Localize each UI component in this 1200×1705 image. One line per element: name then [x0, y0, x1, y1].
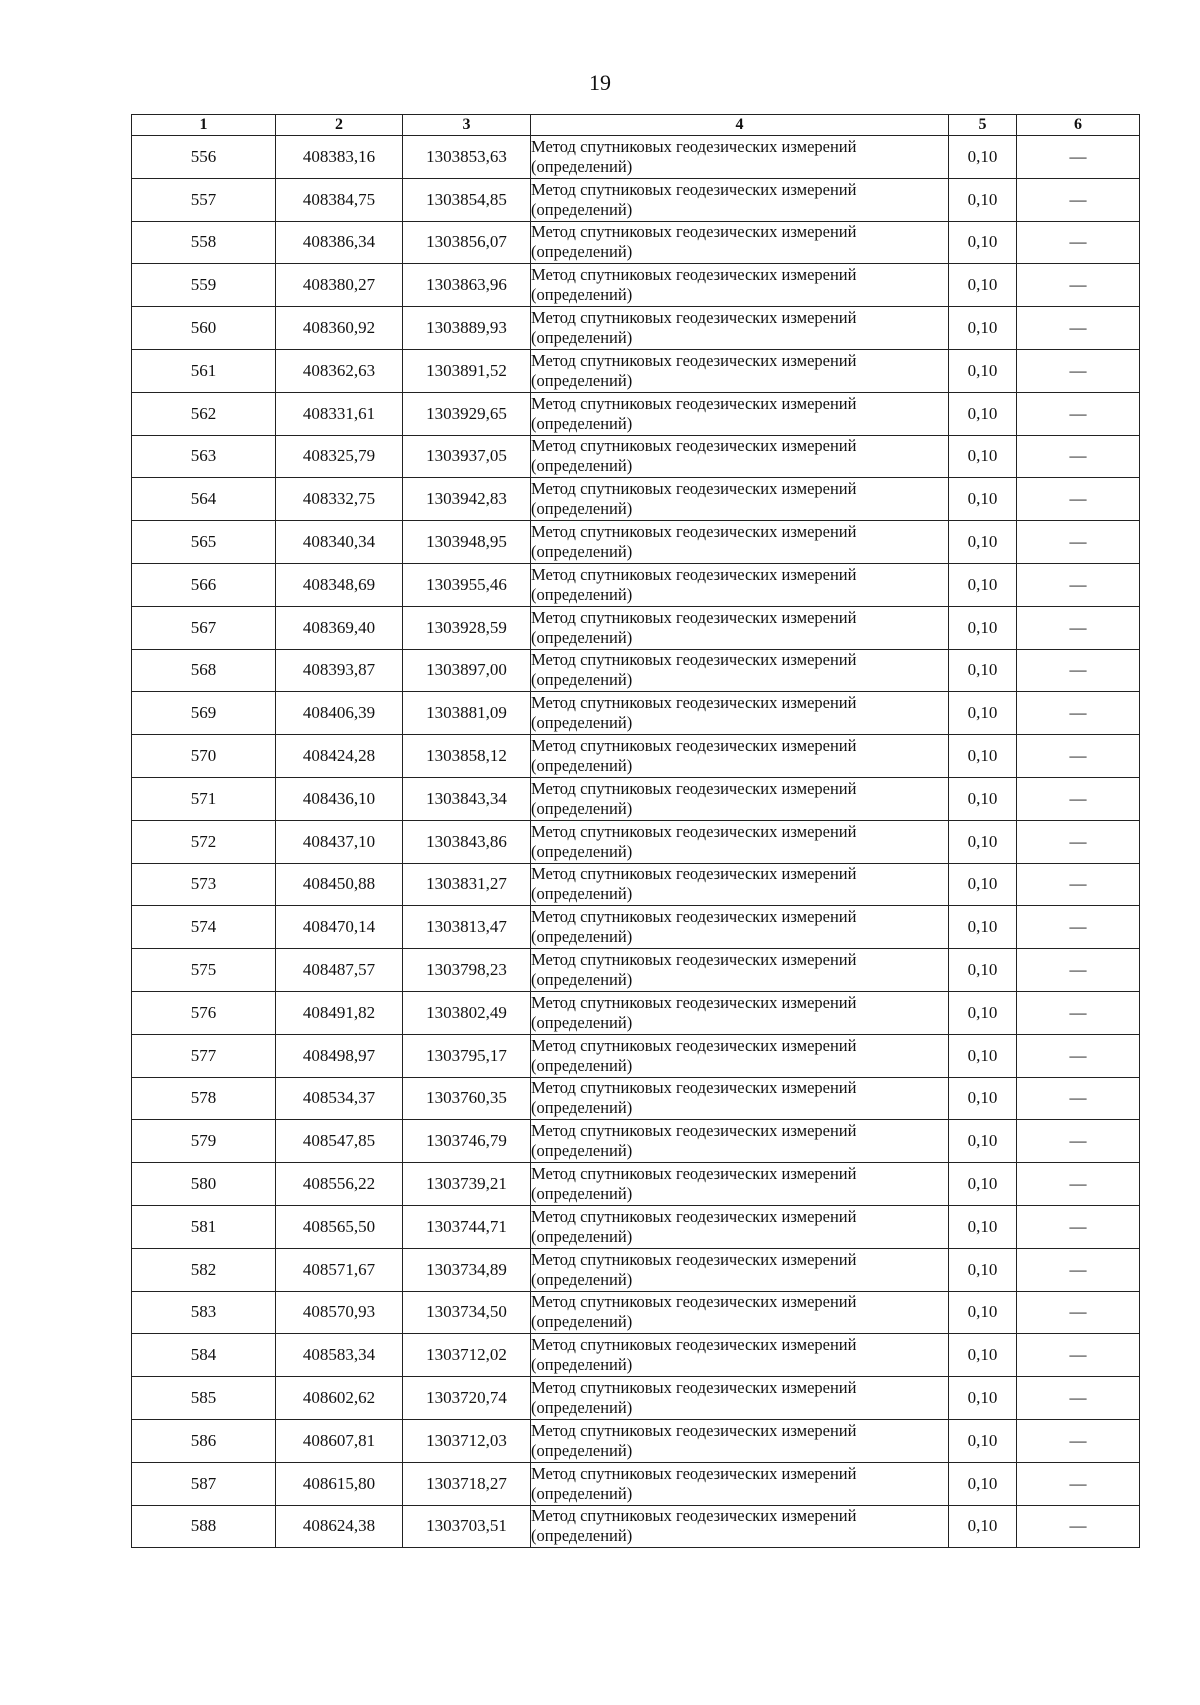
table-row [132, 178, 1140, 221]
accuracy-cell: 0,10 [949, 735, 1017, 778]
method-cell: Метод спутниковых геодезических измерений (определений) [531, 136, 949, 179]
accuracy-cell: 0,10 [949, 1419, 1017, 1462]
header-row [132, 115, 1140, 136]
table-row [132, 1505, 1140, 1548]
point-number-cell: 573 [132, 863, 276, 906]
note-cell: — [1017, 136, 1140, 179]
method-cell: Метод спутниковых геодезических измерений (определений) [531, 1377, 949, 1420]
table-row [132, 1163, 1140, 1206]
note-cell: — [1017, 820, 1140, 863]
accuracy-cell: 0,10 [949, 991, 1017, 1034]
method-cell: Метод спутниковых геодезических измерений (определений) [531, 1205, 949, 1248]
point-number-cell: 580 [132, 1163, 276, 1206]
method-cell: Метод спутниковых геодезических измерений (определений) [531, 1505, 949, 1548]
accuracy-cell: 0,10 [949, 349, 1017, 392]
note-cell: — [1017, 1163, 1140, 1206]
note-cell: — [1017, 1462, 1140, 1505]
point-number-cell: 575 [132, 949, 276, 992]
y-coordinate-cell: 1303712,02 [403, 1334, 531, 1377]
method-cell: Метод спутниковых геодезических измерений (определений) [531, 1419, 949, 1462]
point-number-cell: 576 [132, 991, 276, 1034]
accuracy-cell: 0,10 [949, 178, 1017, 221]
y-coordinate-cell: 1303744,71 [403, 1205, 531, 1248]
x-coordinate-cell: 408362,63 [276, 349, 403, 392]
method-cell: Метод спутниковых геодезических измерений (определений) [531, 820, 949, 863]
y-coordinate-cell: 1303863,96 [403, 264, 531, 307]
x-coordinate-cell: 408393,87 [276, 649, 403, 692]
table-row [132, 349, 1140, 392]
header-col-4: 4 [531, 115, 949, 136]
table-row [132, 1120, 1140, 1163]
table-row [132, 649, 1140, 692]
method-cell: Метод спутниковых геодезических измерений (определений) [531, 563, 949, 606]
y-coordinate-cell: 1303854,85 [403, 178, 531, 221]
point-number-cell: 564 [132, 478, 276, 521]
method-cell: Метод спутниковых геодезических измерений (определений) [531, 349, 949, 392]
table-row [132, 435, 1140, 478]
header-col-1: 1 [132, 115, 276, 136]
note-cell: — [1017, 692, 1140, 735]
header-col-2: 2 [276, 115, 403, 136]
accuracy-cell: 0,10 [949, 1120, 1017, 1163]
note-cell: — [1017, 1505, 1140, 1548]
y-coordinate-cell: 1303720,74 [403, 1377, 531, 1420]
table-row [132, 906, 1140, 949]
accuracy-cell: 0,10 [949, 264, 1017, 307]
point-number-cell: 566 [132, 563, 276, 606]
note-cell: — [1017, 1205, 1140, 1248]
method-cell: Метод спутниковых геодезических измерений (определений) [531, 1334, 949, 1377]
point-number-cell: 565 [132, 521, 276, 564]
table-row [132, 563, 1140, 606]
method-cell: Метод спутниковых геодезических измерений (определений) [531, 606, 949, 649]
note-cell: — [1017, 906, 1140, 949]
y-coordinate-cell: 1303831,27 [403, 863, 531, 906]
table-row [132, 136, 1140, 179]
x-coordinate-cell: 408602,62 [276, 1377, 403, 1420]
note-cell: — [1017, 221, 1140, 264]
page-number: 19 [589, 70, 611, 95]
y-coordinate-cell: 1303891,52 [403, 349, 531, 392]
note-cell: — [1017, 563, 1140, 606]
table-header [132, 115, 1140, 136]
accuracy-cell: 0,10 [949, 1291, 1017, 1334]
table-row [132, 820, 1140, 863]
accuracy-cell: 0,10 [949, 777, 1017, 820]
note-cell: — [1017, 1291, 1140, 1334]
x-coordinate-cell: 408424,28 [276, 735, 403, 778]
table-row [132, 1248, 1140, 1291]
table-row [132, 307, 1140, 350]
point-number-cell: 578 [132, 1077, 276, 1120]
x-coordinate-cell: 408380,27 [276, 264, 403, 307]
note-cell: — [1017, 1120, 1140, 1163]
table-row [132, 735, 1140, 778]
x-coordinate-cell: 408570,93 [276, 1291, 403, 1334]
accuracy-cell: 0,10 [949, 1377, 1017, 1420]
y-coordinate-cell: 1303802,49 [403, 991, 531, 1034]
method-cell: Метод спутниковых геодезических измерений (определений) [531, 521, 949, 564]
note-cell: — [1017, 777, 1140, 820]
x-coordinate-cell: 408386,34 [276, 221, 403, 264]
note-cell: — [1017, 949, 1140, 992]
accuracy-cell: 0,10 [949, 392, 1017, 435]
table-row [132, 1377, 1140, 1420]
point-number-cell: 570 [132, 735, 276, 778]
accuracy-cell: 0,10 [949, 1163, 1017, 1206]
accuracy-cell: 0,10 [949, 435, 1017, 478]
accuracy-cell: 0,10 [949, 1034, 1017, 1077]
accuracy-cell: 0,10 [949, 820, 1017, 863]
x-coordinate-cell: 408547,85 [276, 1120, 403, 1163]
x-coordinate-cell: 408360,92 [276, 307, 403, 350]
accuracy-cell: 0,10 [949, 478, 1017, 521]
x-coordinate-cell: 408556,22 [276, 1163, 403, 1206]
note-cell: — [1017, 606, 1140, 649]
x-coordinate-cell: 408487,57 [276, 949, 403, 992]
y-coordinate-cell: 1303856,07 [403, 221, 531, 264]
accuracy-cell: 0,10 [949, 606, 1017, 649]
point-number-cell: 561 [132, 349, 276, 392]
note-cell: — [1017, 264, 1140, 307]
x-coordinate-cell: 408331,61 [276, 392, 403, 435]
method-cell: Метод спутниковых геодезических измерений (определений) [531, 1034, 949, 1077]
point-number-cell: 571 [132, 777, 276, 820]
coordinates-table [131, 114, 1140, 1548]
method-cell: Метод спутниковых геодезических измерений (определений) [531, 1163, 949, 1206]
table-row [132, 1077, 1140, 1120]
note-cell: — [1017, 1248, 1140, 1291]
method-cell: Метод спутниковых геодезических измерений (определений) [531, 777, 949, 820]
y-coordinate-cell: 1303795,17 [403, 1034, 531, 1077]
method-cell: Метод спутниковых геодезических измерений (определений) [531, 1248, 949, 1291]
x-coordinate-cell: 408406,39 [276, 692, 403, 735]
y-coordinate-cell: 1303746,79 [403, 1120, 531, 1163]
point-number-cell: 582 [132, 1248, 276, 1291]
method-cell: Метод спутниковых геодезических измерений (определений) [531, 991, 949, 1034]
point-number-cell: 567 [132, 606, 276, 649]
x-coordinate-cell: 408384,75 [276, 178, 403, 221]
method-cell: Метод спутниковых геодезических измерений (определений) [531, 692, 949, 735]
x-coordinate-cell: 408383,16 [276, 136, 403, 179]
note-cell: — [1017, 1077, 1140, 1120]
table-row [132, 392, 1140, 435]
method-cell: Метод спутниковых геодезических измерений (определений) [531, 264, 949, 307]
accuracy-cell: 0,10 [949, 863, 1017, 906]
point-number-cell: 584 [132, 1334, 276, 1377]
y-coordinate-cell: 1303881,09 [403, 692, 531, 735]
point-number-cell: 586 [132, 1419, 276, 1462]
note-cell: — [1017, 1034, 1140, 1077]
accuracy-cell: 0,10 [949, 307, 1017, 350]
note-cell: — [1017, 178, 1140, 221]
point-number-cell: 563 [132, 435, 276, 478]
x-coordinate-cell: 408534,37 [276, 1077, 403, 1120]
table-row [132, 521, 1140, 564]
accuracy-cell: 0,10 [949, 1077, 1017, 1120]
note-cell: — [1017, 392, 1140, 435]
method-cell: Метод спутниковых геодезических измерений (определений) [531, 1291, 949, 1334]
note-cell: — [1017, 349, 1140, 392]
point-number-cell: 569 [132, 692, 276, 735]
table-row [132, 692, 1140, 735]
accuracy-cell: 0,10 [949, 649, 1017, 692]
x-coordinate-cell: 408436,10 [276, 777, 403, 820]
x-coordinate-cell: 408615,80 [276, 1462, 403, 1505]
y-coordinate-cell: 1303843,86 [403, 820, 531, 863]
y-coordinate-cell: 1303853,63 [403, 136, 531, 179]
y-coordinate-cell: 1303798,23 [403, 949, 531, 992]
method-cell: Метод спутниковых геодезических измерений (определений) [531, 649, 949, 692]
point-number-cell: 581 [132, 1205, 276, 1248]
y-coordinate-cell: 1303718,27 [403, 1462, 531, 1505]
x-coordinate-cell: 408340,34 [276, 521, 403, 564]
method-cell: Метод спутниковых геодезических измерений (определений) [531, 863, 949, 906]
table-row [132, 949, 1140, 992]
point-number-cell: 588 [132, 1505, 276, 1548]
accuracy-cell: 0,10 [949, 1205, 1017, 1248]
x-coordinate-cell: 408348,69 [276, 563, 403, 606]
point-number-cell: 558 [132, 221, 276, 264]
table-row [132, 264, 1140, 307]
table-body [132, 136, 1140, 1548]
note-cell: — [1017, 1419, 1140, 1462]
x-coordinate-cell: 408498,97 [276, 1034, 403, 1077]
method-cell: Метод спутниковых геодезических измерений (определений) [531, 1077, 949, 1120]
table-row [132, 1205, 1140, 1248]
table-row [132, 478, 1140, 521]
note-cell: — [1017, 478, 1140, 521]
y-coordinate-cell: 1303858,12 [403, 735, 531, 778]
table-row [132, 606, 1140, 649]
method-cell: Метод спутниковых геодезических измерений (определений) [531, 1462, 949, 1505]
note-cell: — [1017, 863, 1140, 906]
table-row [132, 777, 1140, 820]
method-cell: Метод спутниковых геодезических измерений (определений) [531, 435, 949, 478]
method-cell: Метод спутниковых геодезических измерений (определений) [531, 906, 949, 949]
method-cell: Метод спутниковых геодезических измерений (определений) [531, 1120, 949, 1163]
y-coordinate-cell: 1303897,00 [403, 649, 531, 692]
table-row [132, 863, 1140, 906]
y-coordinate-cell: 1303955,46 [403, 563, 531, 606]
y-coordinate-cell: 1303734,89 [403, 1248, 531, 1291]
accuracy-cell: 0,10 [949, 136, 1017, 179]
accuracy-cell: 0,10 [949, 692, 1017, 735]
point-number-cell: 572 [132, 820, 276, 863]
x-coordinate-cell: 408624,38 [276, 1505, 403, 1548]
y-coordinate-cell: 1303942,83 [403, 478, 531, 521]
point-number-cell: 579 [132, 1120, 276, 1163]
x-coordinate-cell: 408332,75 [276, 478, 403, 521]
y-coordinate-cell: 1303937,05 [403, 435, 531, 478]
point-number-cell: 574 [132, 906, 276, 949]
accuracy-cell: 0,10 [949, 1334, 1017, 1377]
method-cell: Метод спутниковых геодезических измерений (определений) [531, 221, 949, 264]
table-row [132, 991, 1140, 1034]
accuracy-cell: 0,10 [949, 1248, 1017, 1291]
x-coordinate-cell: 408325,79 [276, 435, 403, 478]
table-row [132, 1291, 1140, 1334]
note-cell: — [1017, 307, 1140, 350]
point-number-cell: 585 [132, 1377, 276, 1420]
note-cell: — [1017, 649, 1140, 692]
point-number-cell: 557 [132, 178, 276, 221]
x-coordinate-cell: 408437,10 [276, 820, 403, 863]
accuracy-cell: 0,10 [949, 1505, 1017, 1548]
y-coordinate-cell: 1303889,93 [403, 307, 531, 350]
y-coordinate-cell: 1303760,35 [403, 1077, 531, 1120]
header-col-6: 6 [1017, 115, 1140, 136]
method-cell: Метод спутниковых геодезических измерений (определений) [531, 178, 949, 221]
accuracy-cell: 0,10 [949, 1462, 1017, 1505]
note-cell: — [1017, 1377, 1140, 1420]
table-row [132, 1419, 1140, 1462]
y-coordinate-cell: 1303739,21 [403, 1163, 531, 1206]
point-number-cell: 559 [132, 264, 276, 307]
y-coordinate-cell: 1303843,34 [403, 777, 531, 820]
header-col-3: 3 [403, 115, 531, 136]
accuracy-cell: 0,10 [949, 949, 1017, 992]
accuracy-cell: 0,10 [949, 906, 1017, 949]
header-col-5: 5 [949, 115, 1017, 136]
note-cell: — [1017, 991, 1140, 1034]
y-coordinate-cell: 1303813,47 [403, 906, 531, 949]
point-number-cell: 568 [132, 649, 276, 692]
y-coordinate-cell: 1303928,59 [403, 606, 531, 649]
point-number-cell: 577 [132, 1034, 276, 1077]
x-coordinate-cell: 408369,40 [276, 606, 403, 649]
y-coordinate-cell: 1303712,03 [403, 1419, 531, 1462]
note-cell: — [1017, 435, 1140, 478]
method-cell: Метод спутниковых геодезических измерений (определений) [531, 478, 949, 521]
x-coordinate-cell: 408571,67 [276, 1248, 403, 1291]
accuracy-cell: 0,10 [949, 563, 1017, 606]
point-number-cell: 560 [132, 307, 276, 350]
table-row [132, 1034, 1140, 1077]
note-cell: — [1017, 735, 1140, 778]
point-number-cell: 562 [132, 392, 276, 435]
x-coordinate-cell: 408470,14 [276, 906, 403, 949]
y-coordinate-cell: 1303929,65 [403, 392, 531, 435]
method-cell: Метод спутниковых геодезических измерений (определений) [531, 307, 949, 350]
accuracy-cell: 0,10 [949, 221, 1017, 264]
table-row [132, 1334, 1140, 1377]
x-coordinate-cell: 408583,34 [276, 1334, 403, 1377]
y-coordinate-cell: 1303734,50 [403, 1291, 531, 1334]
x-coordinate-cell: 408607,81 [276, 1419, 403, 1462]
method-cell: Метод спутниковых геодезических измерений (определений) [531, 735, 949, 778]
note-cell: — [1017, 521, 1140, 564]
y-coordinate-cell: 1303948,95 [403, 521, 531, 564]
point-number-cell: 583 [132, 1291, 276, 1334]
method-cell: Метод спутниковых геодезических измерений (определений) [531, 392, 949, 435]
x-coordinate-cell: 408450,88 [276, 863, 403, 906]
accuracy-cell: 0,10 [949, 521, 1017, 564]
x-coordinate-cell: 408491,82 [276, 991, 403, 1034]
note-cell: — [1017, 1334, 1140, 1377]
point-number-cell: 556 [132, 136, 276, 179]
table-row [132, 221, 1140, 264]
point-number-cell: 587 [132, 1462, 276, 1505]
method-cell: Метод спутниковых геодезических измерений (определений) [531, 949, 949, 992]
x-coordinate-cell: 408565,50 [276, 1205, 403, 1248]
table-row [132, 1462, 1140, 1505]
y-coordinate-cell: 1303703,51 [403, 1505, 531, 1548]
